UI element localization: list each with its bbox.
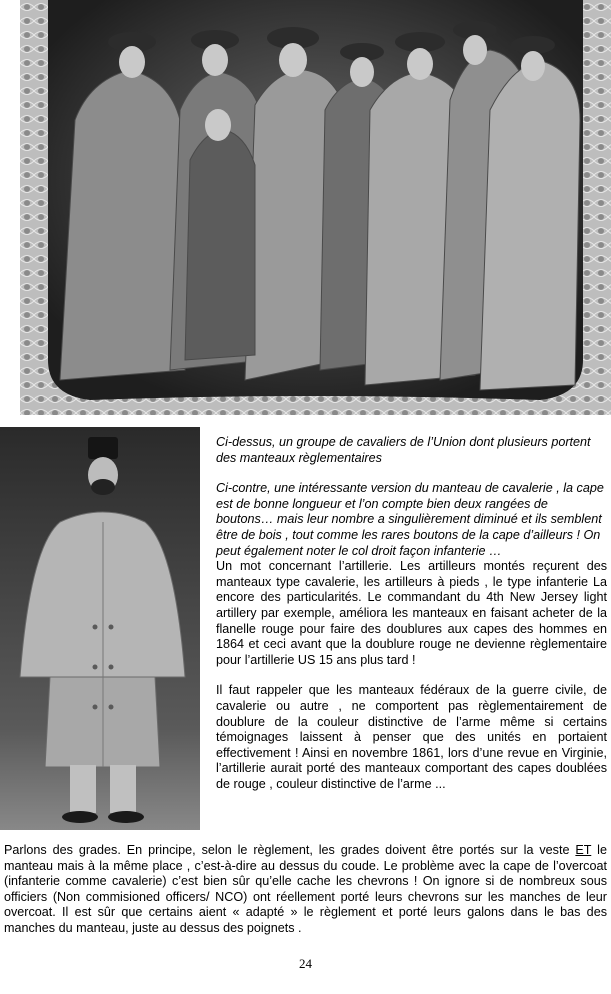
grades-emphasis: ET	[575, 843, 592, 857]
group-of-union-cavalrymen-photo	[20, 0, 611, 415]
colors-paragraph: Il faut rappeler que les manteaux fédéraux de la guerre civile, de cavalerie ou autre , ne comportent pas règlementairement de doublure de la couleur distinctive de l’arme même si certains témoignages laissent à penser que des unités en portaient effectivement ! Ainsi en novembre 1861, lors d’une revue en Virginie, l’artillerie aurait porté des manteaux comportant des capes doublées de rouge , couleur distinctive de l’arme ...	[216, 683, 607, 791]
right-text-column	[216, 435, 607, 792]
artillery-paragraph: Un mot concernant l’artillerie. Les artilleurs montés reçurent des manteaux type cavalerie, les artilleurs à pieds , le type infanterie La encore des particularités. Le commandant du 4th New Jersey light artillery par exemple, améliora les manteaux en faisant acheter de la flanelle rouge pour faire des doublures aux capes des hommes en 1864 et ceci avant que la doublure rouge ne devienne règlementaire pour l’artillerie US 15 ans plus tard !	[216, 559, 607, 667]
grades-paragraph-start: Parlons des grades. En principe, selon le règlement, les grades doivent être portés sur la veste	[4, 843, 576, 857]
caption-above: Ci-dessus, un groupe de cavaliers de l’Union dont plusieurs portent des manteaux règlementaires	[216, 435, 591, 465]
grades-paragraph	[4, 843, 607, 937]
grades-paragraph-end: le manteau mais à la même place , c’est-à-dire au dessus du coude. Le problème avec la cape de l’overcoat (infanterie comme cavalerie) c’est bien sûr qu’elle cache les chevrons ! On ignore si de nombreux sous officiers (Non commisioned officers/ NCO) ont réellement porté leurs chevrons sur les manches de leur overcoat. Il est sûr que certains aient « adapté » le règlement et porté leurs galons dans le bas des manches du manteau, juste au dessus des poignets .	[4, 843, 607, 935]
soldier-in-cavalry-overcoat-photo	[0, 427, 200, 830]
caption-beside: Ci-contre, une intéressante version du manteau de cavalerie , la cape est de bonne longueur et l’on compte bien deux rangées de boutons… mais leur nombre a singulièrement diminué et ils semblent être de bois , tout comme les rares boutons de la cape d’ailleurs ! On peut également noter le col droit façon infanterie …	[216, 481, 604, 558]
page-number: 24	[299, 956, 312, 971]
